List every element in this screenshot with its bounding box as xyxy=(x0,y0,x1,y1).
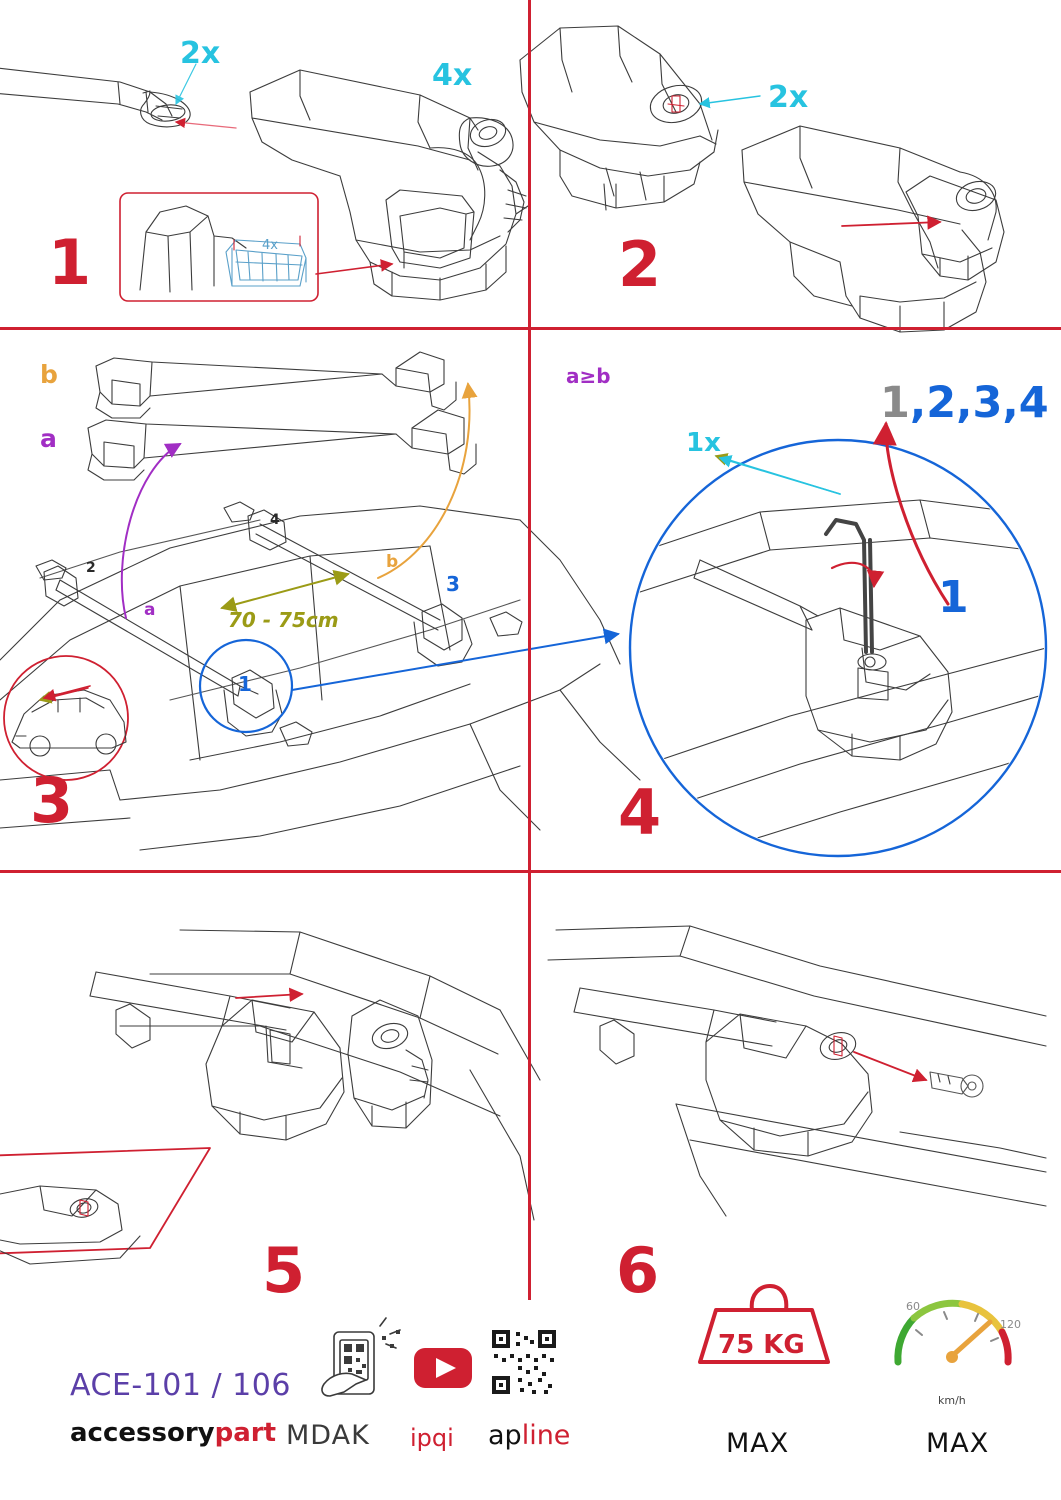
step3-art xyxy=(88,352,476,480)
brand-mdak: MDAK xyxy=(286,1420,370,1451)
mount-point-2-label: 2 xyxy=(86,560,96,576)
brand-apline xyxy=(488,1420,570,1451)
brand-accessorypart-part2: part xyxy=(214,1418,277,1448)
bar-label-b: b xyxy=(40,360,58,389)
roof-label-a: a xyxy=(144,600,156,620)
section-divider-vertical-top xyxy=(528,0,531,327)
footer-qr-icon xyxy=(492,1330,556,1394)
mount-point-3-label: 3 xyxy=(446,572,460,596)
bar-label-a: a xyxy=(40,424,57,453)
step3-car-roof xyxy=(0,502,640,850)
detail-step-1-label: 1 xyxy=(938,572,969,623)
gauge-min-label: 60 xyxy=(906,1300,920,1313)
step1-foot-art xyxy=(250,70,528,300)
footer-youtube-icon xyxy=(414,1348,472,1388)
step-number-6: 6 xyxy=(616,1234,659,1307)
step-number-1: 1 xyxy=(48,226,91,299)
pad-quantity-label: 4x xyxy=(262,238,278,253)
brand-accessorypart xyxy=(70,1418,276,1448)
mount-point-4-label: 4 xyxy=(270,512,280,528)
tighten-order-first: 1 xyxy=(880,378,910,428)
speed-unit-label: km/h xyxy=(938,1394,966,1407)
step6-art xyxy=(548,926,1046,1216)
tool-quantity-label: 1x xyxy=(686,428,721,458)
footer-scan-icon xyxy=(322,1318,400,1396)
section-divider-vertical-mid xyxy=(528,327,531,870)
max-speed-caption: MAX xyxy=(926,1428,990,1459)
foot-quantity-label: 4x xyxy=(432,58,473,93)
distance-label: 70 - 75cm xyxy=(228,608,339,632)
roof-label-b: b xyxy=(386,552,399,572)
tighten-order-label xyxy=(880,378,1049,428)
step-number-3: 3 xyxy=(30,764,73,837)
brand-apline-part2: line xyxy=(521,1420,571,1451)
key-quantity-label: 2x xyxy=(768,80,809,115)
step1-roofbar-art xyxy=(0,66,190,127)
max-load-value: 75 KG xyxy=(718,1330,805,1360)
step5-art xyxy=(0,930,540,1264)
gauge-max-label: 120 xyxy=(1000,1318,1021,1331)
tighten-order-rest: ,2,3,4 xyxy=(909,378,1049,428)
step3-car-inset xyxy=(4,656,128,780)
step4-art xyxy=(630,424,1046,856)
brand-accessorypart-part1: accessory xyxy=(70,1418,215,1448)
brand-apline-part1: ap xyxy=(488,1420,522,1451)
brand-ipqi: ipqi xyxy=(410,1424,454,1452)
step-number-2: 2 xyxy=(618,228,661,301)
mount-point-1-label: 1 xyxy=(238,672,252,696)
condition-label: a≥b xyxy=(566,364,611,388)
section-divider-vertical-bottom xyxy=(528,870,531,1300)
step2-art xyxy=(520,26,1004,332)
step1-pad-detail xyxy=(120,193,318,301)
max-load-caption: MAX xyxy=(726,1428,790,1459)
step-number-5: 5 xyxy=(262,1234,305,1307)
step-number-4: 4 xyxy=(618,776,661,849)
product-code-label: ACE-101 / 106 xyxy=(70,1368,291,1403)
rail-quantity-label: 2x xyxy=(180,36,221,71)
